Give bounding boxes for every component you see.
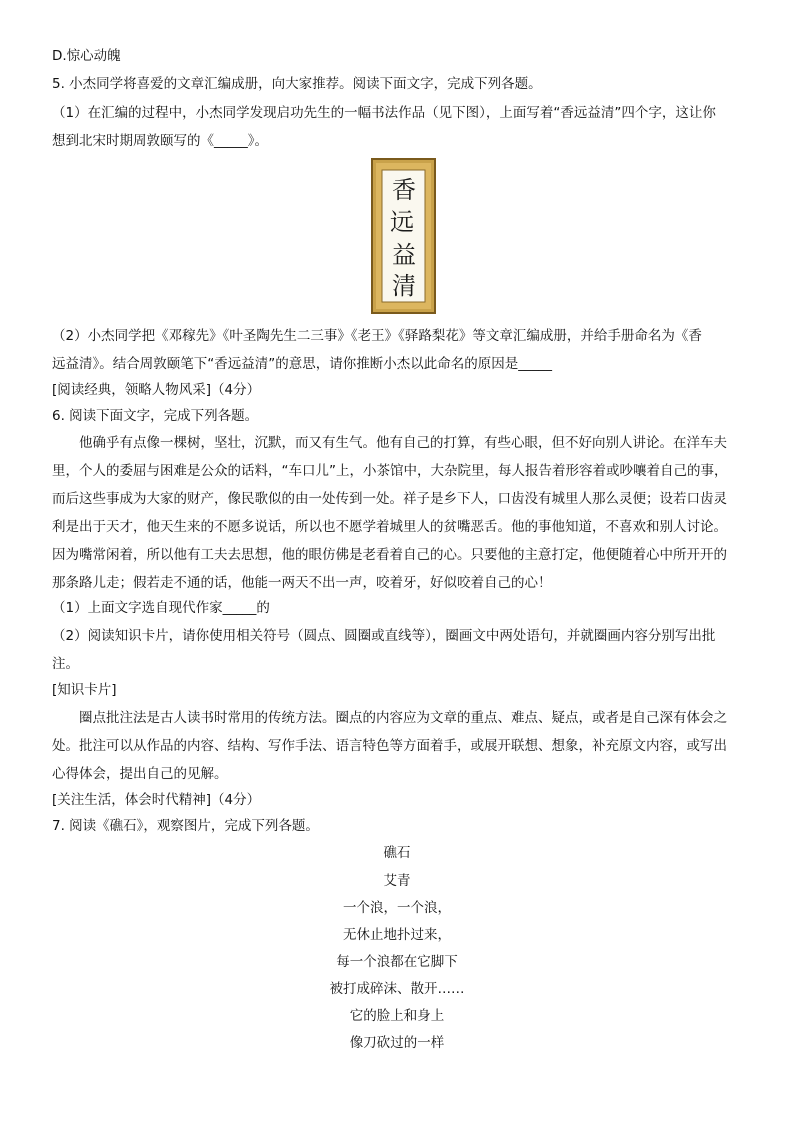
question-5-heading: 5. 小杰同学将喜爱的文章汇编成册，向大家推荐。阅读下面文字，完成下列各题。 [52,76,542,92]
calligraphy-char-2: 远 [390,208,414,236]
question-7-heading: 7. 阅读《礁石》，观察图片，完成下列各题。 [52,818,319,834]
passage-line-2: 里，个人的委屈与困难是公众的话料，“车口儿”上，小茶馆中，大杂院里，每人报告着形容着或吵嚷着自己的事， [52,463,728,479]
question-6-2-line-2: 注。 [52,656,79,672]
knowledge-card-line-1: 圈点批注法是古人读书时常用的传统方法。圈点的内容应为文章的重点、难点、疑点，或者是自己深有体会之 [79,710,727,726]
passage-line-5: 因为嘴常闲着，所以他有工夫去思想，他的眼仿佛是老看着自己的心。只要他的主意打定，他便随着心中所开开的 [52,547,727,563]
calligraphy-scroll-image [371,158,436,314]
poem-line: 被打成碎沫、散开…… [329,981,465,997]
calligraphy-char-4: 清 [392,272,416,300]
calligraphy-char-3: 益 [392,241,416,269]
question-5-2-line-2: 远益清》。结合周敦颐笔下“香远益清”的意思，请你推断小杰以此命名的原因是_____ [52,356,552,372]
knowledge-card-label: [知识卡片] [52,682,117,698]
passage-line-1: 他确乎有点像一棵树，坚壮，沉默，而又有生气。他有自己的打算，有些心眼，但不好向别人讲论。在洋车夫 [79,435,727,451]
question-5-1-line-2: 想到北宋时期周敦颐写的《_____》。 [52,133,268,149]
section-heading-life: [关注生活，体会时代精神]（4分） [52,792,261,808]
poem-line: 一个浪，一个浪， [343,900,451,916]
poem-line: 无休止地扑过来， [343,927,451,943]
poem-line: 像刀砍过的一样 [349,1035,445,1051]
poem-line: 它的脸上和身上 [349,1008,445,1024]
knowledge-card-line-2: 处。批注可以从作品的内容、结构、写作手法、语言特色等方面着手，或展开联想、想象，补充原文内容，或写出 [52,738,727,754]
question-5-2-line-1: （2）小杰同学把《邓稼先》《叶圣陶先生二三事》《老王》《驿路梨花》等文章汇编成册，并给手册命名为《香 [52,328,702,344]
passage-line-4: 利是出于天才，他天生来的不愿多说话，所以也不愿学着城里人的贫嘴恶舌。他的事他知道，不喜欢和别人讨论。 [52,519,727,535]
question-5-1-line-1: （1）在汇编的过程中，小杰同学发现启功先生的一幅书法作品（见下图），上面写着“香远益清”四个字，这让你 [52,105,716,121]
knowledge-card-line-3: 心得体会，提出自己的见解。 [52,766,228,782]
question-6-2-line-1: （2）阅读知识卡片，请你使用相关符号（圆点、圆圈或直线等），圈画文中两处语句，并就圈画内容分别写出批 [52,628,716,644]
passage-line-3: 而后这些事成为大家的财产，像民歌似的由一处传到一处。祥子是乡下人，口齿没有城里人那么灵便；设若口齿灵 [52,491,727,507]
poem-line: 每一个浪都在它脚下 [336,954,458,970]
section-heading-classics: [阅读经典，领略人物风采]（4分） [52,382,261,398]
passage-line-6: 那条路儿走；假若走不通的话，他能一两天不出一声，咬着牙，好似咬着自己的心！ [52,575,552,591]
option-d: D.惊心动魄 [52,48,121,64]
poem-title: 礁石 [383,845,411,861]
calligraphy-char-1: 香 [392,176,416,204]
poem-author: 艾青 [383,873,411,889]
question-6-heading: 6. 阅读下面文字，完成下列各题。 [52,408,259,424]
question-6-1: （1）上面文字选自现代作家_____的 [52,600,270,616]
